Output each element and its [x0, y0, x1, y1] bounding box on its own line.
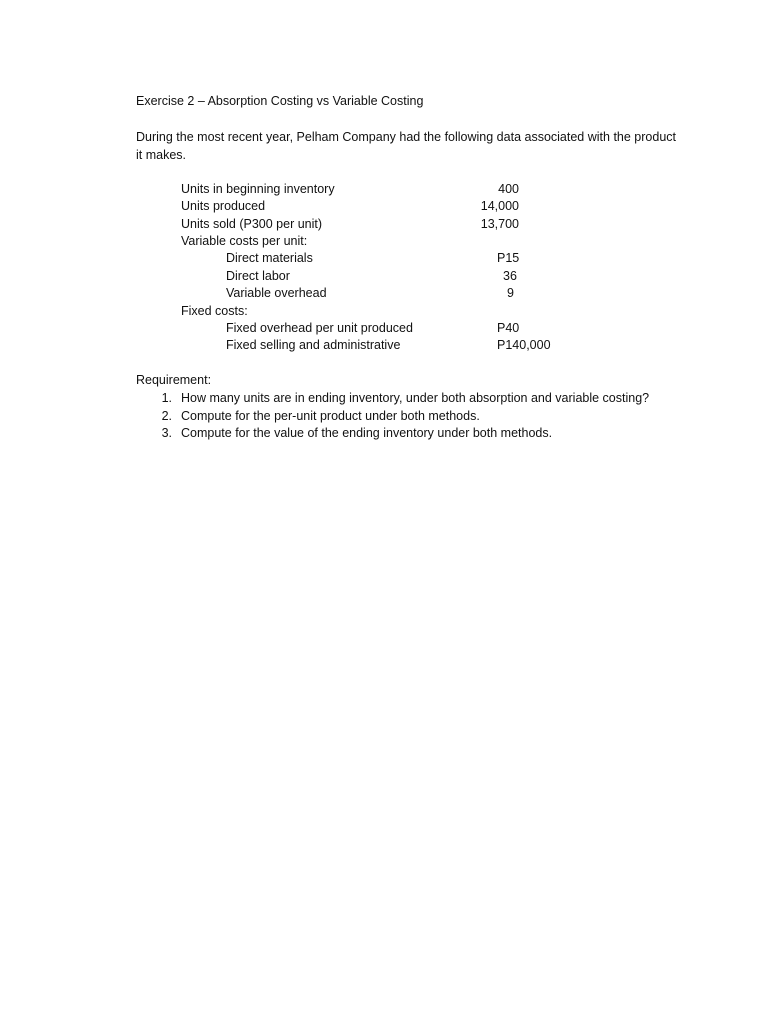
requirement-text: How many units are in ending inventory, under both absorption and variable costing? — [181, 391, 650, 405]
label-fixed-selling-admin: Fixed selling and administrative — [226, 338, 401, 352]
label-units-beginning-inventory: Units in beginning inventory — [181, 182, 335, 196]
requirement-text: Compute for the per-unit product under both methods. — [181, 408, 480, 423]
label-units-produced: Units produced — [181, 199, 266, 213]
label-variable-overhead: Variable overhead — [226, 286, 327, 300]
value-units-produced: 14,000 — [480, 199, 519, 213]
requirement-item — [136, 408, 696, 426]
requirement-number: 1. — [161, 391, 172, 405]
requirement-number: 2. — [161, 408, 172, 423]
value-direct-labor: 36 — [503, 269, 517, 283]
label-direct-materials: Direct materials — [226, 251, 313, 265]
label-units-sold: Units sold (P300 per unit) — [181, 217, 323, 231]
requirement-item — [136, 390, 696, 408]
value-units-sold: 13,700 — [480, 217, 519, 231]
requirement-text: Compute for the value of the ending inventory under both methods. — [181, 426, 553, 440]
value-direct-materials: P15 — [497, 251, 520, 265]
value-units-beginning-inventory: 400 — [498, 182, 519, 196]
label-variable-costs-header: Variable costs per unit: — [181, 234, 308, 248]
requirement-list — [136, 390, 696, 443]
requirement-number: 3. — [161, 426, 172, 440]
page-title: Exercise 2 – Absorption Costing vs Variable Costing — [136, 94, 424, 108]
label-direct-labor: Direct labor — [226, 269, 290, 283]
label-fixed-overhead: Fixed overhead per unit produced — [226, 321, 413, 335]
intro-paragraph: During the most recent year, Pelham Company had the following data associated with the product it makes. — [136, 130, 676, 162]
requirement-item — [136, 425, 696, 443]
value-variable-overhead: 9 — [507, 286, 514, 300]
value-fixed-overhead: P40 — [497, 321, 520, 335]
label-fixed-costs-header: Fixed costs: — [181, 304, 248, 318]
value-fixed-selling-admin: P140,000 — [497, 338, 551, 352]
requirement-heading: Requirement: — [136, 373, 212, 387]
